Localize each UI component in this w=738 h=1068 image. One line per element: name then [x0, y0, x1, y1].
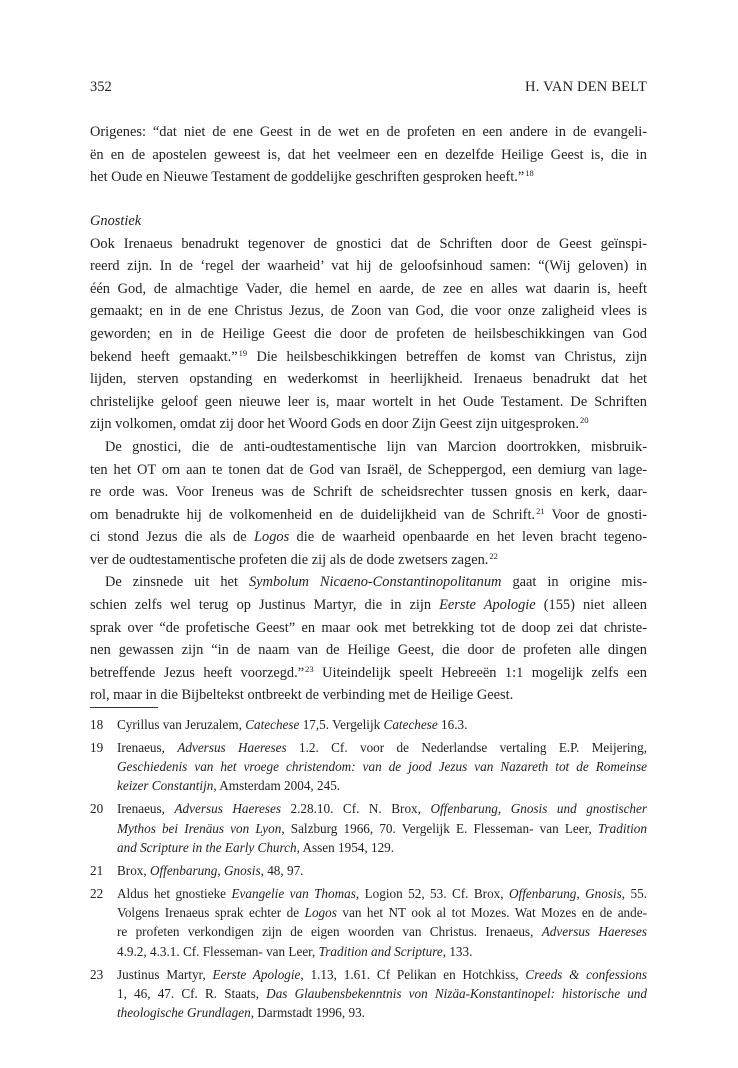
text-line: het Oude en Nieuwe Testament de goddelijke geschriften gesproken heeft.”$^{18}$ [90, 168, 534, 186]
text-line: betreffende Jezus heeft voorzegd.”$^{23}$ Uiteindelijk speelt Hebreeën 1:1 mogelijk zelfs een [90, 663, 647, 681]
text-line: ci stond Jezus die als de Logos die de waarheid openbaarde en het leven bracht tegeno- [90, 529, 648, 546]
text-line: gemaakt; en in de ene Christus Jezus, de Zoon van God, die voor onze zaligheid vlees is [90, 303, 647, 320]
text-line: christelijke geloof geen nieuwe leer is, maar wortelt in het Oude Testament. De Schriften [90, 393, 647, 410]
footnote-separator [90, 707, 158, 708]
footnote-ref-21[interactable]: 21 [536, 505, 545, 516]
text-line: ver de oudtestamentische profeten die zij als de dode zwetsers zagen.$^{22}$ [90, 550, 498, 568]
footnote-number: 22 [90, 885, 104, 901]
page-number: 352 [90, 79, 112, 95]
text-line: geworden; en in de Heilige Geest die door de profeten de heilsbeschikkingen van God [90, 325, 647, 342]
text-line: lijden, sterven opstanding en wederkomst in heerlijkheid. Irenaeus benadrukt dat het [90, 371, 647, 388]
text-line: re orde was. Voor Ireneus was de Schrift de scheidsrechter tussen gnosis en kerk, daar- [90, 484, 647, 501]
running-header [90, 79, 647, 99]
section-heading: Gnostiek [90, 212, 142, 229]
footnote-ref-19[interactable]: 19 [238, 347, 248, 358]
footnote-ref-20[interactable]: 20 [579, 415, 589, 426]
text-line: zijn volkomen, omdat zij door het Woord Gods en door Zijn Geest zijn uitgesproken.$^{20}$ [90, 415, 589, 433]
footnotes [90, 715, 647, 1026]
footnote-18: 18 Cyrillus van Jeruzalem, Catechese 17,5. Vergelijk Catechese 16.3. [90, 715, 647, 734]
text-line: bekend heeft gemaakt.”$^{19}$ Die heilsbeschikkingen betreffen de komst van Christus, zijn [90, 347, 647, 365]
paragraph-gnostici [90, 436, 647, 572]
footnote-ref-18[interactable]: 18 [525, 168, 534, 179]
paragraph-irenaeus [90, 233, 647, 436]
text-line: ten het OT om aan te tonen dat de God van Israël, de Scheppergod, een demiurg van lage- [90, 461, 647, 478]
text-line: Origenes: “dat niet de ene Geest in de wet en de profeten en een andere in de evangeli- [90, 124, 647, 140]
text-line: schien zelfs wel terug op Justinus Martyr, die in zijn Eerste Apologie (155) niet alleen [90, 597, 647, 614]
text-line: De gnostici, die de anti-oudtestamentische lijn van Marcion doortrokken, misbruik- [105, 438, 647, 455]
main-text [90, 121, 647, 707]
footnote-20: 20 Irenaeus, Adversus Haereses 2.28.10. Cf. N. Brox, Offenbarung, Gnosis und gnostischer Mythos bei Irenäus von Lyon, Salzburg 1966, 70. Vergelijk E. Flesseman- van Leer, Tradition and Scripture in the Early Church, Assen 1954, 129. [90, 801, 648, 855]
text-line: nen gewassen zijn “in de naam van de Heilige Geest, die door de profeten alle dingen [90, 642, 647, 659]
paragraph-symbolum [90, 571, 647, 707]
paragraph-origenes [90, 121, 647, 189]
footnote-number: 18 [90, 717, 104, 732]
text-line: Ook Irenaeus benadrukt tegenover de gnostici dat de Schriften door de Geest geïnspi- [90, 235, 647, 252]
running-head-author: H. VAN DEN BELT [525, 79, 647, 95]
footnote-number: 21 [90, 862, 104, 878]
text-line: reerd zijn. In de ‘regel der waarheid’ vat hij de geloofsinhoud samen: “(Wij geloven) in [90, 258, 647, 275]
text-line: om benadrukte hij de volkomenheid en de duidelijkheid van de Schrift.$^{21}$ Voor de gnosti- [90, 505, 647, 523]
footnote-23: 23 Justinus Martyr, Eerste Apologie, 1.13, 1.61. Cf Pelikan en Hotchkiss, Creeds & confessions 1, 46, 47. Cf. R. Staats, Das Glaubensbekenntnis von Nizäa-Konstantinopel: historische und theologische Grundlagen, Darmstadt 1996, 93. [90, 966, 647, 1021]
footnote-19: 19 Irenaeus, Adversus Haereses 1.2. Cf. voor de Nederlandse vertaling E.P. Meijering, Geschiedenis van het vroege christendom: van de jood Jezus van Nazareth tot de Romeinse keizer Constantijn, Amsterdam 2004, 245. [90, 739, 647, 794]
text-line: één God, de almachtige Vader, die hemel en aarde, de zee en alles wat daarin is, heeft [90, 280, 647, 297]
footnote-number: 19 [90, 739, 104, 755]
text-line: De zinsnede uit het Symbolum Nicaeno-Constantinopolitanum gaat in origine mis- [105, 574, 647, 591]
footnote-22: 22 Aldus het gnostieke Evangelie van Thomas, Logion 52, 53. Cf. Brox, Offenbarung, Gnosis, 55. Volgens Irenaeus sprak echter de Logos van het NT ook al tot Mozes. Wat Mozes en de ande- re profeten verkondigen zijn de eigen woorden van Christus. Irenaeus, Adversus Haereses 4.9.2, 4.3.1. Cf. Flesseman- van Leer, Tradition and Scripture, 133. [90, 885, 647, 959]
text-line: sprak over “de profetische Geest” en maar ook met betrekking tot de doop zei dat christe- [90, 619, 647, 636]
book-page [90, 0, 647, 1068]
footnote-number: 23 [90, 966, 104, 982]
text-line: rol, maar in die Bijbeltekst ontbreekt de verbinding met de Heilige Geest. [90, 687, 514, 704]
footnote-ref-23[interactable]: 23 [305, 663, 314, 674]
footnote-21: 21 Brox, Offenbarung, Gnosis, 48, 97. [90, 861, 647, 880]
text-line: ën en de apostelen geweest is, dat het veelmeer een en dezelfde Heilige Geest is, die in [90, 146, 647, 163]
footnote-ref-22[interactable]: 22 [489, 550, 498, 561]
footnote-number: 20 [90, 801, 104, 817]
